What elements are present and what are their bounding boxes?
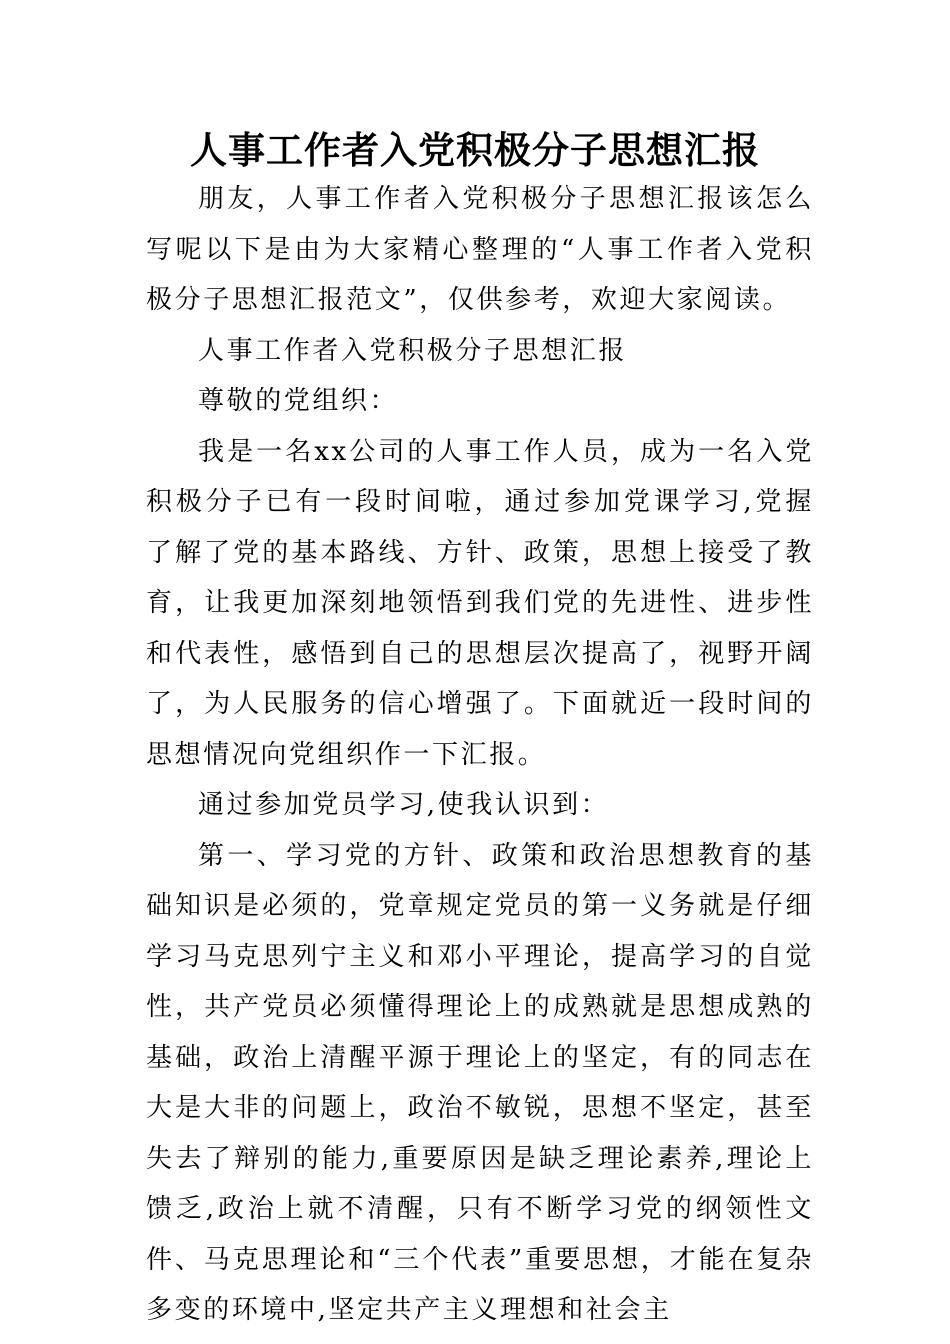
- document-title: 人事工作者入党积极分子思想汇报: [190, 128, 760, 172]
- body-paragraph: 通过参加党员学习,使我认识到：: [198, 790, 610, 820]
- body-paragraph: 我是一名xx公司的人事工作人员，成为一名入党积极分子已有一段时间啦，通过参加党课学习,党握了解了党的基本路线、方针、政策，思想上接受了教育，让我更加深刻地领悟到我们党的先进性、进步性和代表性，感悟到自己的思想层次提高了，视野开阔了，为人民服务的信心增强了。下面就近一段时间的思想情况向党组织作一下汇报。: [146, 436, 814, 770]
- body-paragraph: 第一、学习党的方针、政策和政治思想教育的基础知识是必须的，党章规定党员的第一义务就是仔细学习马克思列宁主义和邓小平理论，提高学习的自觉性，共产党员必须懂得理论上的成熟就是思想成熟的基础，政治上清醒平源于理论上的坚定，有的同志在大是大非的问题上，政治不敏锐，思想不坚定，甚至失去了辩别的能力,重要原因是缺乏理论素养,理论上馈乏,政治上就不清醒，只有不断学习党的纲领性文件、马克思理论和“三个代表”重要思想，才能在复杂多变的环境中,坚定共产主义理想和社会主: [146, 840, 815, 1325]
- intro-paragraph: 朋友，人事工作者入党积极分子思想汇报该怎么写呢以下是由为大家精心整理的“人事工作者入党积极分子思想汇报范文”，仅供参考，欢迎大家阅读。: [146, 184, 814, 315]
- document-body: [146, 174, 814, 1336]
- salutation: 尊敬的党组织：: [198, 386, 399, 416]
- report-heading: 人事工作者入党积极分子思想汇报: [198, 335, 628, 366]
